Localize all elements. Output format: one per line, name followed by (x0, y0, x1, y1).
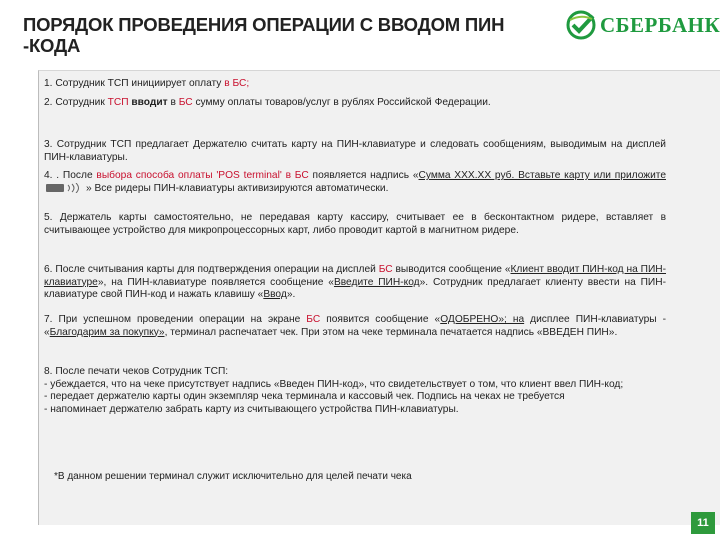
step-3: 3. Сотрудник ТСП предлагает Держателю считать карту на ПИН-клавиатуре и следовать сообщениям, выводимым на дисплей ПИН-клавиатуры. (44, 139, 666, 163)
sberbank-logo-icon (566, 10, 596, 40)
page-number: 11 (691, 512, 715, 534)
step-4: 4. . После выбора способа оплаты 'POS terminal' в БС появляется надпись «Сумма XXX.XX руб. Вставьте карту или приложите » Все ридеры ПИН-клавиатуры активизируются автоматически. (44, 170, 666, 194)
contactless-card-icon (44, 183, 86, 193)
logo-text: СБЕРБАНК (600, 13, 720, 37)
page-title: ПОРЯДОК ПРОВЕДЕНИЯ ОПЕРАЦИИ С ВВОДОМ ПИН -КОДА (23, 14, 505, 56)
footnote: *В данном решении терминал служит исключительно для целей печати чека (54, 471, 412, 482)
step-8: 8. После печати чеков Сотрудник ТСП: - убеждается, что на чеке присутствует надпись «Введен ПИН-код», что свидетельствует о том, что клиент ввел ПИН-код; - передает держателю карты один экземпляр чека терминала и кассовый чек. Подпись на чеках не требуется - напоминает держателю забрать карту из считывающего устройства ПИН-клавиатуры. (44, 366, 624, 415)
step-1: 1. Сотрудник ТСП инициирует оплату в БС; (44, 78, 250, 89)
step-5: 5. Держатель карты самостоятельно, не передавая карту кассиру, считывает ее в бесконтактном ридере, вставляет в считывающее устройство для микропроцессорных карт, либо проводит картой в магнитном ридере. (44, 212, 666, 236)
step-7: 7. При успешном проведении операции на экране БС появится сообщение «ОДОБРЕНО»; на дисплее ПИН-клавиатуры - «Благодарим за покупку», терминал распечатает чек. При этом на чеке терминала печатается надпись «ВВЕДЕН ПИН». (44, 314, 667, 338)
step-2: 2. Сотрудник ТСП вводит в БС сумму оплаты товаров/услуг в рублях Российской Федерации. (44, 97, 491, 108)
step-6: 6. После считывания карты для подтверждения операции на дисплей БС выводится сообщение «Клиент вводит ПИН-код на ПИН-клавиатуре», на ПИН-клавиатуре появляется сообщение «Введите ПИН-код». Сотрудник предлагает клиенту ввести на ПИН-клавиатуре свой ПИН-код и нажать клавишу «Ввод». (44, 264, 667, 300)
sberbank-logo (566, 10, 720, 42)
